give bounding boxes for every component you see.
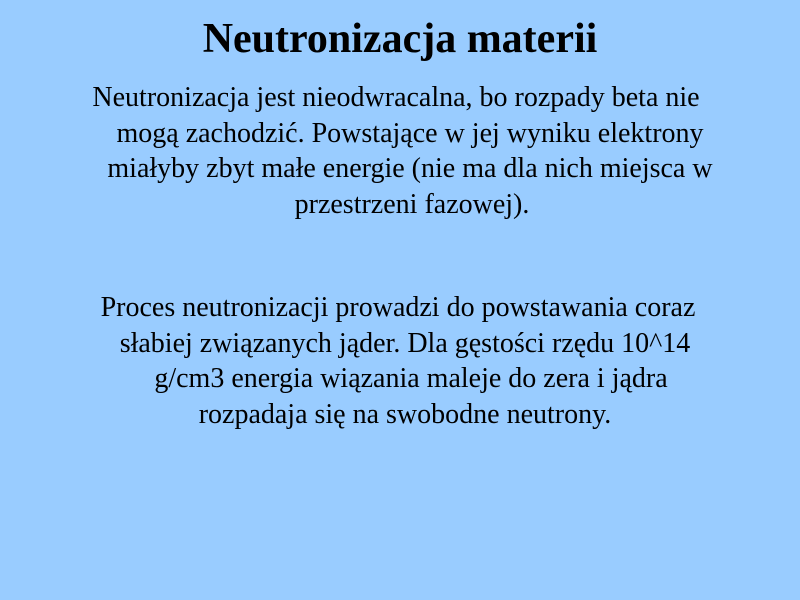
paragraph-line: Proces neutronizacji prowadzi do powstawania coraz bbox=[100, 292, 696, 323]
slide-title: Neutronizacja materii bbox=[202, 16, 598, 62]
paragraph-neutronization-irreversible bbox=[0, 80, 800, 222]
paragraph-line: Neutronizacja jest nieodwracalna, bo rozpady beta nie bbox=[92, 82, 700, 113]
paragraph-line: przestrzeni fazowej). bbox=[294, 188, 530, 220]
paragraph-line: g/cm3 energia wiązania maleje do zera i jądra bbox=[154, 363, 668, 394]
paragraph-line: mogą zachodzić. Powstające w jej wyniku elektrony bbox=[116, 117, 704, 149]
paragraph-neutronization-process bbox=[0, 290, 800, 432]
paragraph-line: miałyby zbyt małe energie (nie ma dla nich miejsca w bbox=[107, 153, 713, 184]
paragraph-line: słabiej związanych jąder. Dla gęstości rzędu 10^14 bbox=[119, 327, 691, 359]
paragraph-line: rozpadaja się na swobodne neutrony. bbox=[198, 398, 612, 430]
